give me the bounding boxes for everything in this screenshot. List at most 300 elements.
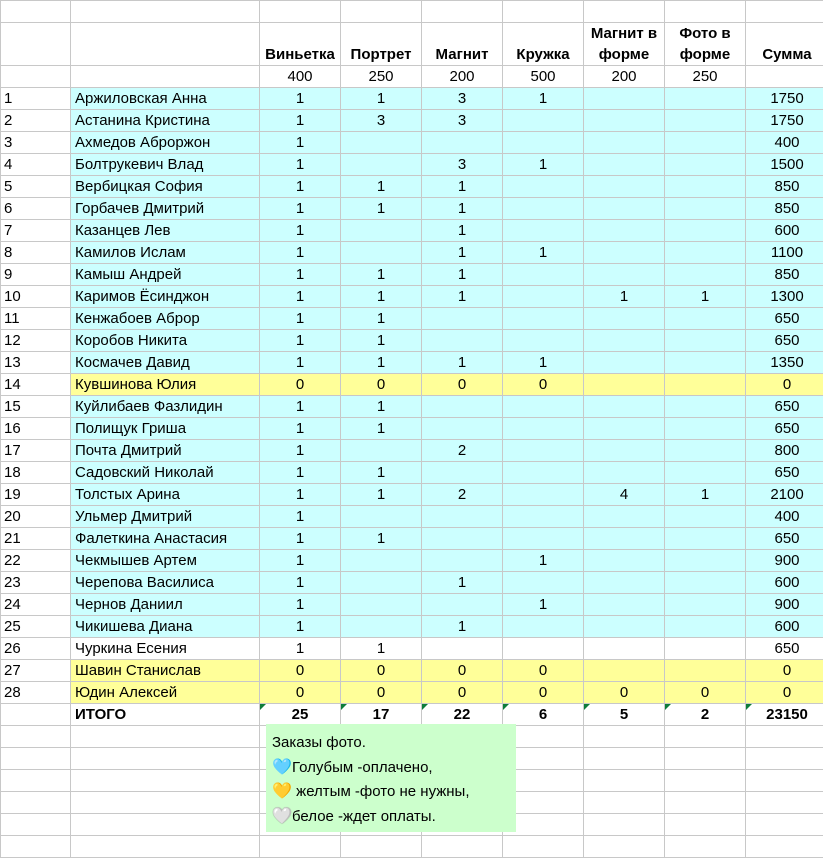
cell[interactable] xyxy=(71,66,260,88)
row-number-cell[interactable]: 17 xyxy=(1,440,71,462)
quantity-cell[interactable]: 1 xyxy=(665,484,746,506)
quantity-cell[interactable]: 1 xyxy=(260,132,341,154)
quantity-cell[interactable] xyxy=(584,440,665,462)
row-number-cell[interactable]: 16 xyxy=(1,418,71,440)
student-name-cell[interactable]: Ульмер Дмитрий xyxy=(71,506,260,528)
quantity-cell[interactable]: 1 xyxy=(260,176,341,198)
quantity-cell[interactable] xyxy=(503,616,584,638)
total-value-cell[interactable]: 5 xyxy=(584,704,665,726)
sum-cell[interactable]: 1750 xyxy=(746,88,823,110)
cell[interactable] xyxy=(1,836,71,858)
quantity-cell[interactable] xyxy=(665,154,746,176)
quantity-cell[interactable]: 1 xyxy=(503,550,584,572)
student-name-cell[interactable]: Кувшинова Юлия xyxy=(71,374,260,396)
quantity-cell[interactable] xyxy=(665,528,746,550)
student-name-cell[interactable]: Шавин Станислав xyxy=(71,660,260,682)
header-cell[interactable]: Фото в форме xyxy=(665,23,746,66)
sum-cell[interactable]: 650 xyxy=(746,638,823,660)
row-number-cell[interactable]: 15 xyxy=(1,396,71,418)
quantity-cell[interactable] xyxy=(584,528,665,550)
quantity-cell[interactable] xyxy=(584,198,665,220)
quantity-cell[interactable] xyxy=(341,550,422,572)
quantity-cell[interactable] xyxy=(422,396,503,418)
quantity-cell[interactable] xyxy=(584,374,665,396)
student-name-cell[interactable]: Куйлибаев Фазлидин xyxy=(71,396,260,418)
sum-cell[interactable]: 650 xyxy=(746,308,823,330)
quantity-cell[interactable]: 1 xyxy=(422,198,503,220)
quantity-cell[interactable] xyxy=(422,594,503,616)
student-name-cell[interactable]: Кенжабоев Аброр xyxy=(71,308,260,330)
quantity-cell[interactable] xyxy=(422,528,503,550)
quantity-cell[interactable]: 1 xyxy=(422,176,503,198)
quantity-cell[interactable]: 0 xyxy=(584,682,665,704)
quantity-cell[interactable] xyxy=(665,572,746,594)
quantity-cell[interactable] xyxy=(584,110,665,132)
cell[interactable] xyxy=(1,748,71,770)
quantity-cell[interactable]: 1 xyxy=(260,440,341,462)
quantity-cell[interactable] xyxy=(503,418,584,440)
cell[interactable] xyxy=(665,770,746,792)
quantity-cell[interactable]: 1 xyxy=(422,352,503,374)
quantity-cell[interactable] xyxy=(584,572,665,594)
quantity-cell[interactable] xyxy=(503,638,584,660)
quantity-cell[interactable]: 1 xyxy=(665,286,746,308)
cell[interactable] xyxy=(584,814,665,836)
row-number-cell[interactable]: 19 xyxy=(1,484,71,506)
quantity-cell[interactable]: 0 xyxy=(503,682,584,704)
quantity-cell[interactable]: 1 xyxy=(341,330,422,352)
cell[interactable] xyxy=(1,704,71,726)
quantity-cell[interactable] xyxy=(503,572,584,594)
cell[interactable] xyxy=(71,770,260,792)
quantity-cell[interactable]: 0 xyxy=(341,660,422,682)
total-value-cell[interactable]: 25 xyxy=(260,704,341,726)
quantity-cell[interactable]: 1 xyxy=(341,308,422,330)
quantity-cell[interactable]: 0 xyxy=(260,374,341,396)
quantity-cell[interactable] xyxy=(584,242,665,264)
quantity-cell[interactable] xyxy=(665,308,746,330)
quantity-cell[interactable]: 1 xyxy=(260,396,341,418)
sum-cell[interactable]: 650 xyxy=(746,330,823,352)
quantity-cell[interactable]: 1 xyxy=(260,154,341,176)
cell[interactable] xyxy=(71,836,260,858)
total-label-cell[interactable]: ИТОГО xyxy=(71,704,260,726)
quantity-cell[interactable]: 1 xyxy=(341,396,422,418)
quantity-cell[interactable]: 1 xyxy=(260,462,341,484)
quantity-cell[interactable]: 1 xyxy=(341,462,422,484)
quantity-cell[interactable] xyxy=(665,440,746,462)
row-number-cell[interactable]: 26 xyxy=(1,638,71,660)
sum-cell[interactable]: 800 xyxy=(746,440,823,462)
row-number-cell[interactable]: 21 xyxy=(1,528,71,550)
price-cell[interactable]: 400 xyxy=(260,66,341,88)
cell[interactable] xyxy=(1,66,71,88)
sum-cell[interactable]: 1100 xyxy=(746,242,823,264)
quantity-cell[interactable] xyxy=(341,506,422,528)
order-legend-note[interactable] xyxy=(266,724,516,832)
header-cell[interactable]: Виньетка xyxy=(260,23,341,66)
quantity-cell[interactable]: 1 xyxy=(341,264,422,286)
quantity-cell[interactable]: 0 xyxy=(503,660,584,682)
quantity-cell[interactable]: 0 xyxy=(260,660,341,682)
quantity-cell[interactable]: 1 xyxy=(260,110,341,132)
price-cell[interactable]: 250 xyxy=(665,66,746,88)
student-name-cell[interactable]: Казанцев Лев xyxy=(71,220,260,242)
cell[interactable] xyxy=(260,1,341,23)
sum-cell[interactable]: 850 xyxy=(746,176,823,198)
quantity-cell[interactable]: 0 xyxy=(503,374,584,396)
quantity-cell[interactable] xyxy=(503,220,584,242)
quantity-cell[interactable] xyxy=(584,660,665,682)
quantity-cell[interactable] xyxy=(503,440,584,462)
row-number-cell[interactable]: 28 xyxy=(1,682,71,704)
quantity-cell[interactable] xyxy=(665,638,746,660)
cell[interactable] xyxy=(584,836,665,858)
quantity-cell[interactable] xyxy=(665,396,746,418)
row-number-cell[interactable]: 27 xyxy=(1,660,71,682)
quantity-cell[interactable]: 0 xyxy=(422,660,503,682)
student-name-cell[interactable]: Почта Дмитрий xyxy=(71,440,260,462)
cell[interactable] xyxy=(746,748,823,770)
cell[interactable] xyxy=(665,1,746,23)
quantity-cell[interactable] xyxy=(584,308,665,330)
quantity-cell[interactable]: 1 xyxy=(422,572,503,594)
quantity-cell[interactable] xyxy=(422,462,503,484)
row-number-cell[interactable]: 6 xyxy=(1,198,71,220)
cell[interactable] xyxy=(1,792,71,814)
cell[interactable] xyxy=(341,1,422,23)
quantity-cell[interactable]: 3 xyxy=(422,110,503,132)
quantity-cell[interactable] xyxy=(503,110,584,132)
student-name-cell[interactable]: Чернов Даниил xyxy=(71,594,260,616)
quantity-cell[interactable] xyxy=(503,264,584,286)
cell[interactable] xyxy=(584,726,665,748)
quantity-cell[interactable] xyxy=(341,572,422,594)
quantity-cell[interactable] xyxy=(341,440,422,462)
price-cell[interactable]: 250 xyxy=(341,66,422,88)
cell[interactable] xyxy=(1,814,71,836)
student-name-cell[interactable]: Астанина Кристина xyxy=(71,110,260,132)
sum-cell[interactable]: 600 xyxy=(746,616,823,638)
row-number-cell[interactable]: 20 xyxy=(1,506,71,528)
sum-cell[interactable]: 600 xyxy=(746,572,823,594)
quantity-cell[interactable] xyxy=(503,462,584,484)
quantity-cell[interactable] xyxy=(584,506,665,528)
quantity-cell[interactable] xyxy=(422,550,503,572)
quantity-cell[interactable] xyxy=(584,396,665,418)
quantity-cell[interactable]: 1 xyxy=(341,418,422,440)
sum-cell[interactable]: 850 xyxy=(746,198,823,220)
cell[interactable] xyxy=(1,23,71,66)
row-number-cell[interactable]: 7 xyxy=(1,220,71,242)
quantity-cell[interactable]: 0 xyxy=(665,682,746,704)
quantity-cell[interactable] xyxy=(665,506,746,528)
quantity-cell[interactable]: 1 xyxy=(341,198,422,220)
cell[interactable] xyxy=(746,726,823,748)
price-cell[interactable] xyxy=(746,66,823,88)
row-number-cell[interactable]: 18 xyxy=(1,462,71,484)
quantity-cell[interactable]: 1 xyxy=(260,506,341,528)
quantity-cell[interactable] xyxy=(584,616,665,638)
row-number-cell[interactable]: 14 xyxy=(1,374,71,396)
cell[interactable] xyxy=(746,836,823,858)
quantity-cell[interactable]: 0 xyxy=(341,682,422,704)
quantity-cell[interactable] xyxy=(584,154,665,176)
quantity-cell[interactable]: 1 xyxy=(260,220,341,242)
sum-cell[interactable]: 0 xyxy=(746,374,823,396)
quantity-cell[interactable] xyxy=(341,220,422,242)
row-number-cell[interactable]: 25 xyxy=(1,616,71,638)
price-cell[interactable]: 500 xyxy=(503,66,584,88)
quantity-cell[interactable] xyxy=(665,616,746,638)
row-number-cell[interactable]: 9 xyxy=(1,264,71,286)
quantity-cell[interactable] xyxy=(503,286,584,308)
sum-cell[interactable]: 650 xyxy=(746,418,823,440)
cell[interactable] xyxy=(260,836,341,858)
cell[interactable] xyxy=(665,814,746,836)
quantity-cell[interactable] xyxy=(503,176,584,198)
quantity-cell[interactable]: 1 xyxy=(584,286,665,308)
student-name-cell[interactable]: Коробов Никита xyxy=(71,330,260,352)
quantity-cell[interactable]: 0 xyxy=(341,374,422,396)
sum-cell[interactable]: 1500 xyxy=(746,154,823,176)
sum-cell[interactable]: 850 xyxy=(746,264,823,286)
student-name-cell[interactable]: Фалеткина Анастасия xyxy=(71,528,260,550)
quantity-cell[interactable]: 3 xyxy=(422,154,503,176)
quantity-cell[interactable] xyxy=(422,330,503,352)
quantity-cell[interactable] xyxy=(584,88,665,110)
student-name-cell[interactable]: Горбачев Дмитрий xyxy=(71,198,260,220)
student-name-cell[interactable]: Аржиловская Анна xyxy=(71,88,260,110)
quantity-cell[interactable]: 1 xyxy=(260,308,341,330)
quantity-cell[interactable] xyxy=(422,418,503,440)
quantity-cell[interactable] xyxy=(584,462,665,484)
quantity-cell[interactable]: 1 xyxy=(260,198,341,220)
quantity-cell[interactable]: 1 xyxy=(260,550,341,572)
quantity-cell[interactable] xyxy=(584,220,665,242)
total-sum-cell[interactable]: 23150 xyxy=(746,704,823,726)
sum-cell[interactable]: 900 xyxy=(746,550,823,572)
cell[interactable] xyxy=(71,748,260,770)
quantity-cell[interactable] xyxy=(422,506,503,528)
quantity-cell[interactable]: 1 xyxy=(422,220,503,242)
quantity-cell[interactable] xyxy=(503,308,584,330)
header-cell[interactable]: Портрет xyxy=(341,23,422,66)
cell[interactable] xyxy=(665,748,746,770)
quantity-cell[interactable]: 1 xyxy=(260,330,341,352)
quantity-cell[interactable] xyxy=(584,330,665,352)
cell[interactable] xyxy=(503,836,584,858)
quantity-cell[interactable]: 2 xyxy=(422,484,503,506)
quantity-cell[interactable] xyxy=(341,154,422,176)
sum-cell[interactable]: 900 xyxy=(746,594,823,616)
cell[interactable] xyxy=(746,1,823,23)
quantity-cell[interactable] xyxy=(665,110,746,132)
row-number-cell[interactable]: 12 xyxy=(1,330,71,352)
row-number-cell[interactable]: 4 xyxy=(1,154,71,176)
quantity-cell[interactable]: 1 xyxy=(260,418,341,440)
quantity-cell[interactable] xyxy=(665,220,746,242)
row-number-cell[interactable]: 13 xyxy=(1,352,71,374)
total-value-cell[interactable]: 6 xyxy=(503,704,584,726)
quantity-cell[interactable] xyxy=(584,550,665,572)
row-number-cell[interactable]: 2 xyxy=(1,110,71,132)
quantity-cell[interactable]: 1 xyxy=(341,88,422,110)
quantity-cell[interactable] xyxy=(584,264,665,286)
row-number-cell[interactable]: 22 xyxy=(1,550,71,572)
student-name-cell[interactable]: Ахмедов Аброржон xyxy=(71,132,260,154)
quantity-cell[interactable] xyxy=(584,176,665,198)
header-cell[interactable]: Кружка xyxy=(503,23,584,66)
student-name-cell[interactable]: Чуркина Есения xyxy=(71,638,260,660)
quantity-cell[interactable] xyxy=(665,198,746,220)
quantity-cell[interactable] xyxy=(665,462,746,484)
quantity-cell[interactable] xyxy=(503,330,584,352)
sum-cell[interactable]: 0 xyxy=(746,660,823,682)
student-name-cell[interactable]: Полищук Гриша xyxy=(71,418,260,440)
price-cell[interactable]: 200 xyxy=(584,66,665,88)
quantity-cell[interactable]: 1 xyxy=(260,594,341,616)
cell[interactable] xyxy=(71,814,260,836)
cell[interactable] xyxy=(71,726,260,748)
row-number-cell[interactable]: 10 xyxy=(1,286,71,308)
quantity-cell[interactable]: 4 xyxy=(584,484,665,506)
quantity-cell[interactable]: 3 xyxy=(341,110,422,132)
student-name-cell[interactable]: Юдин Алексей xyxy=(71,682,260,704)
quantity-cell[interactable] xyxy=(665,374,746,396)
cell[interactable] xyxy=(746,770,823,792)
quantity-cell[interactable]: 1 xyxy=(260,242,341,264)
quantity-cell[interactable]: 1 xyxy=(503,242,584,264)
quantity-cell[interactable] xyxy=(665,352,746,374)
quantity-cell[interactable] xyxy=(341,616,422,638)
quantity-cell[interactable]: 1 xyxy=(260,264,341,286)
sum-cell[interactable]: 400 xyxy=(746,132,823,154)
cell[interactable] xyxy=(71,23,260,66)
quantity-cell[interactable]: 1 xyxy=(260,352,341,374)
quantity-cell[interactable] xyxy=(665,132,746,154)
student-name-cell[interactable]: Садовский Николай xyxy=(71,462,260,484)
cell[interactable] xyxy=(71,792,260,814)
student-name-cell[interactable]: Чикишева Диана xyxy=(71,616,260,638)
quantity-cell[interactable]: 1 xyxy=(422,286,503,308)
quantity-cell[interactable]: 0 xyxy=(260,682,341,704)
cell[interactable] xyxy=(665,792,746,814)
quantity-cell[interactable]: 1 xyxy=(341,484,422,506)
quantity-cell[interactable]: 1 xyxy=(260,286,341,308)
quantity-cell[interactable] xyxy=(503,528,584,550)
quantity-cell[interactable] xyxy=(665,176,746,198)
sum-cell[interactable]: 1350 xyxy=(746,352,823,374)
quantity-cell[interactable] xyxy=(584,638,665,660)
quantity-cell[interactable] xyxy=(665,550,746,572)
quantity-cell[interactable] xyxy=(665,88,746,110)
cell[interactable] xyxy=(746,814,823,836)
quantity-cell[interactable]: 1 xyxy=(341,352,422,374)
row-number-cell[interactable]: 23 xyxy=(1,572,71,594)
cell[interactable] xyxy=(341,836,422,858)
quantity-cell[interactable] xyxy=(665,594,746,616)
student-name-cell[interactable]: Каримов Ёсинджон xyxy=(71,286,260,308)
sum-cell[interactable]: 650 xyxy=(746,528,823,550)
sum-cell[interactable]: 1750 xyxy=(746,110,823,132)
quantity-cell[interactable]: 1 xyxy=(260,572,341,594)
quantity-cell[interactable] xyxy=(665,264,746,286)
quantity-cell[interactable]: 1 xyxy=(260,528,341,550)
row-number-cell[interactable]: 24 xyxy=(1,594,71,616)
quantity-cell[interactable] xyxy=(503,132,584,154)
student-name-cell[interactable]: Болтрукевич Влад xyxy=(71,154,260,176)
total-value-cell[interactable]: 17 xyxy=(341,704,422,726)
price-cell[interactable]: 200 xyxy=(422,66,503,88)
quantity-cell[interactable] xyxy=(503,506,584,528)
quantity-cell[interactable]: 1 xyxy=(503,352,584,374)
quantity-cell[interactable] xyxy=(665,242,746,264)
quantity-cell[interactable] xyxy=(422,308,503,330)
quantity-cell[interactable]: 1 xyxy=(422,242,503,264)
total-value-cell[interactable]: 22 xyxy=(422,704,503,726)
cell[interactable] xyxy=(422,1,503,23)
sum-cell[interactable]: 400 xyxy=(746,506,823,528)
row-number-cell[interactable]: 1 xyxy=(1,88,71,110)
quantity-cell[interactable] xyxy=(584,132,665,154)
row-number-cell[interactable]: 11 xyxy=(1,308,71,330)
header-cell[interactable]: Магнит в форме xyxy=(584,23,665,66)
cell[interactable] xyxy=(584,1,665,23)
quantity-cell[interactable]: 1 xyxy=(260,484,341,506)
quantity-cell[interactable]: 1 xyxy=(341,528,422,550)
sum-cell[interactable]: 600 xyxy=(746,220,823,242)
total-value-cell[interactable]: 2 xyxy=(665,704,746,726)
quantity-cell[interactable]: 2 xyxy=(422,440,503,462)
student-name-cell[interactable]: Камилов Ислам xyxy=(71,242,260,264)
quantity-cell[interactable]: 1 xyxy=(341,638,422,660)
student-name-cell[interactable]: Чекмышев Артем xyxy=(71,550,260,572)
quantity-cell[interactable]: 1 xyxy=(341,176,422,198)
sum-cell[interactable]: 1300 xyxy=(746,286,823,308)
quantity-cell[interactable]: 1 xyxy=(260,638,341,660)
cell[interactable] xyxy=(1,770,71,792)
quantity-cell[interactable]: 1 xyxy=(260,616,341,638)
quantity-cell[interactable]: 1 xyxy=(341,286,422,308)
quantity-cell[interactable]: 1 xyxy=(503,594,584,616)
student-name-cell[interactable]: Толстых Арина xyxy=(71,484,260,506)
quantity-cell[interactable] xyxy=(341,594,422,616)
student-name-cell[interactable]: Вербицкая София xyxy=(71,176,260,198)
quantity-cell[interactable] xyxy=(584,418,665,440)
quantity-cell[interactable]: 1 xyxy=(422,616,503,638)
sum-cell[interactable]: 0 xyxy=(746,682,823,704)
cell[interactable] xyxy=(584,792,665,814)
cell[interactable] xyxy=(665,726,746,748)
quantity-cell[interactable] xyxy=(665,330,746,352)
sum-cell[interactable]: 2100 xyxy=(746,484,823,506)
quantity-cell[interactable] xyxy=(584,352,665,374)
sum-cell[interactable]: 650 xyxy=(746,462,823,484)
quantity-cell[interactable] xyxy=(665,660,746,682)
quantity-cell[interactable]: 1 xyxy=(503,154,584,176)
quantity-cell[interactable] xyxy=(665,418,746,440)
quantity-cell[interactable]: 1 xyxy=(260,88,341,110)
cell[interactable] xyxy=(422,836,503,858)
cell[interactable] xyxy=(746,792,823,814)
cell[interactable] xyxy=(584,748,665,770)
row-number-cell[interactable]: 5 xyxy=(1,176,71,198)
student-name-cell[interactable]: Космачев Давид xyxy=(71,352,260,374)
student-name-cell[interactable]: Камыш Андрей xyxy=(71,264,260,286)
cell[interactable] xyxy=(1,1,71,23)
sum-cell[interactable]: 650 xyxy=(746,396,823,418)
